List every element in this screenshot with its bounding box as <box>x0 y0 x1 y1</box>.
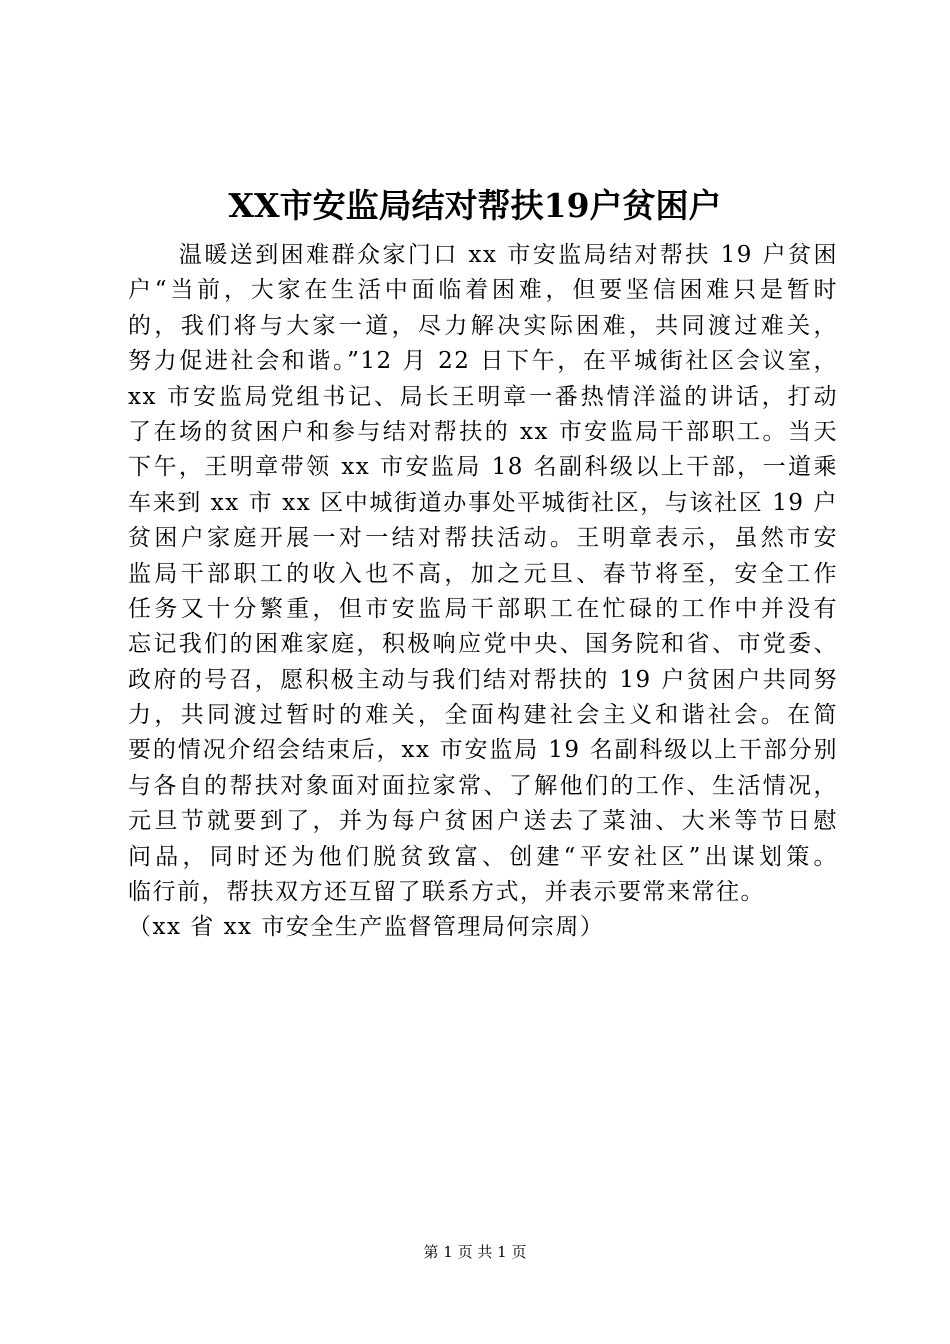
body-line: 力，共同渡过暂时的难关，全面构建社会主义和谐社会。在简 <box>128 702 838 729</box>
page-footer: 第 1 页 共 1 页 <box>423 1243 527 1261</box>
document-body <box>128 238 838 946</box>
body-line: 要的情况介绍会结束后，xx 市安监局 19 名副科级以上干部分别 <box>128 737 838 764</box>
body-line: 与各自的帮扶对象面对面拉家常、了解他们的工作、生活情况， <box>128 772 838 799</box>
body-line: （xx 省 xx 市安全生产监督管理局何宗周） <box>128 914 605 941</box>
body-line: 监局干部职工的收入也不高，加之元旦、春节将至，安全工作 <box>128 560 838 587</box>
body-line: 任务又十分繁重，但市安监局干部职工在忙碌的工作中并没有 <box>128 595 838 622</box>
body-line: 忘记我们的困难家庭，积极响应党中央、国务院和省、市党委、 <box>128 631 838 658</box>
body-line: 努力促进社会和谐。”12 月 22 日下午，在平城街社区会议室， <box>128 348 838 375</box>
body-line: 临行前，帮扶双方还互留了联系方式，并表示要常来常往。 <box>128 879 765 906</box>
body-line: xx 市安监局党组书记、局长王明章一番热情洋溢的讲话，打动 <box>128 383 838 410</box>
body-line: 户“当前，大家在生活中面临着困难，但要坚信困难只是暂时 <box>128 277 838 304</box>
body-line: 了在场的贫困户和参与结对帮扶的 xx 市安监局干部职工。当天 <box>128 418 838 445</box>
body-line: 元旦节就要到了，并为每户贫困户送去了菜油、大米等节日慰 <box>128 808 838 835</box>
body-line: 政府的号召，愿积极主动与我们结对帮扶的 19 户贫困户共同努 <box>128 666 838 693</box>
body-line: 下午，王明章带领 xx 市安监局 18 名副科级以上干部，一道乘 <box>128 454 838 481</box>
body-line: 贫困户家庭开展一对一结对帮扶活动。王明章表示，虽然市安 <box>128 525 838 552</box>
body-line: 的，我们将与大家一道，尽力解决实际困难，共同渡过难关， <box>128 312 838 339</box>
document-title: XX市安监局结对帮扶19户贫困户 <box>228 186 722 225</box>
body-line: 温暖送到困难群众家门口 xx 市安监局结对帮扶 19 户贫困 <box>128 242 838 268</box>
body-line: 问品，同时还为他们脱贫致富、创建“平安社区”出谋划策。 <box>128 843 838 870</box>
body-line: 车来到 xx 市 xx 区中城街道办事处平城街社区，与该社区 19 户 <box>128 489 838 516</box>
